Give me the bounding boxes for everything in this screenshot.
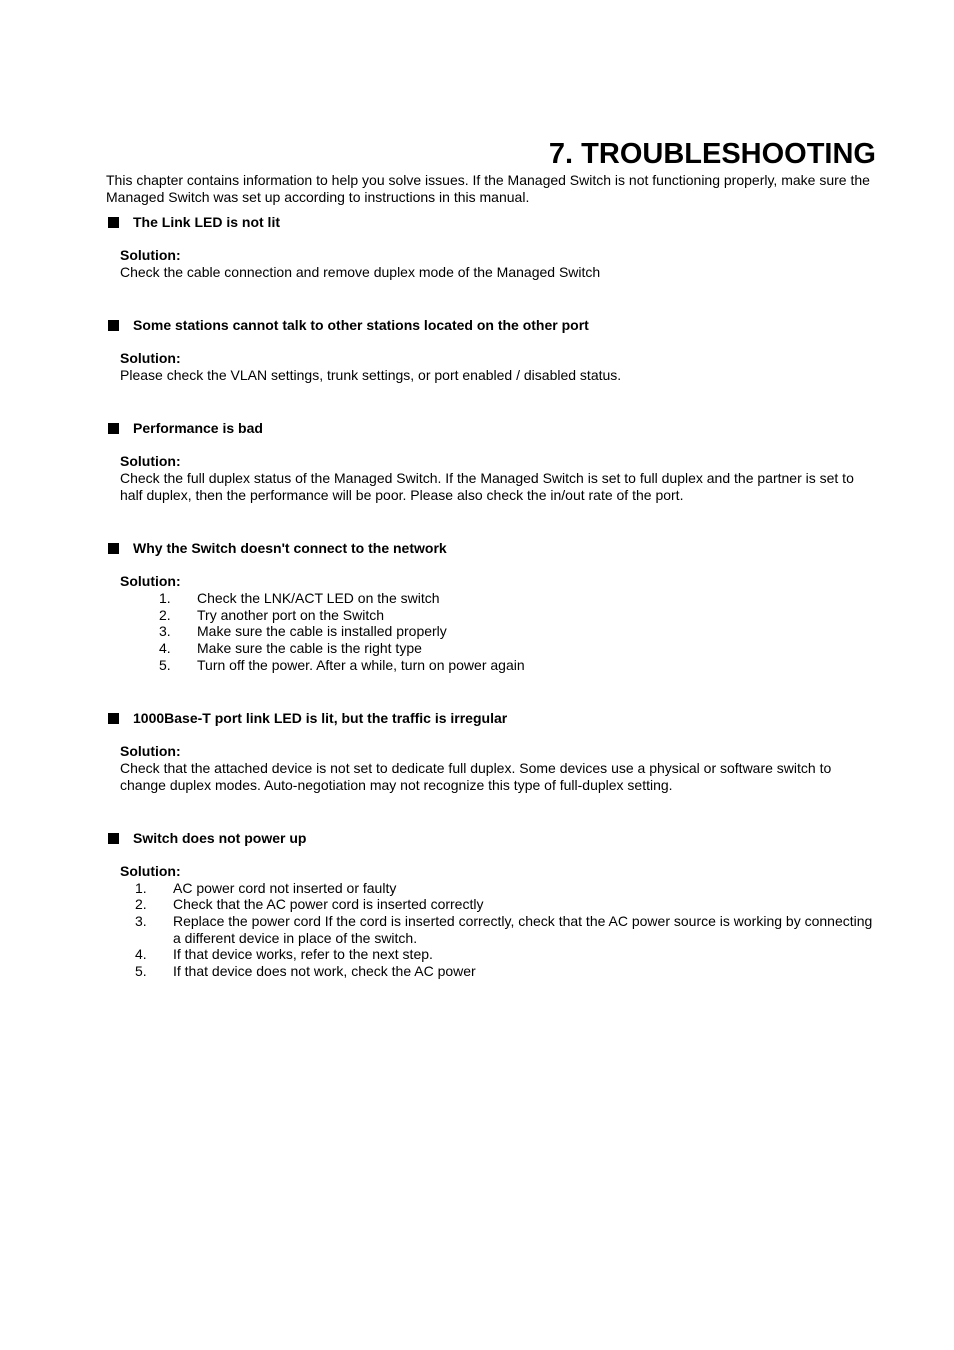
step-text: Check the LNK/ACT LED on the switch (197, 590, 440, 606)
step-number: 5. (159, 656, 171, 673)
solution-text: Please check the VLAN settings, trunk settings, or port enabled / disabled status. (120, 367, 622, 383)
step-text: Make sure the cable is the right type (197, 640, 422, 657)
square-bullet-icon (108, 543, 119, 554)
square-bullet-icon (108, 320, 119, 331)
issue-heading (106, 540, 876, 557)
step-number: 1. (159, 590, 171, 606)
step-number: 4. (135, 946, 147, 963)
list-item (106, 880, 876, 897)
step-number: 2. (159, 606, 171, 623)
square-bullet-icon (108, 217, 119, 228)
issue-heading (106, 830, 876, 847)
step-text: Replace the power cord If the cord is inserted correctly, check that the AC power source is working by connecting a different device in place of the switch. (173, 912, 873, 946)
issue-heading (106, 420, 876, 437)
list-item (106, 607, 876, 624)
list-item (106, 590, 876, 607)
step-number: 4. (159, 640, 171, 657)
square-bullet-icon (108, 423, 119, 434)
step-text: Make sure the cable is installed properly (197, 623, 447, 640)
solution-label: Solution: (120, 862, 181, 879)
issue-title: Some stations cannot talk to other stations located on the other port (133, 317, 589, 333)
issue-title: The Link LED is not lit (133, 214, 280, 230)
solution-label: Solution: (120, 573, 181, 589)
step-number: 3. (135, 912, 147, 929)
issue-heading (106, 710, 876, 727)
issue-title: Performance is bad (133, 420, 263, 436)
solution-label: Solution: (120, 247, 181, 263)
chapter-title: 7. TROUBLESHOOTING (548, 138, 876, 170)
solution-text: Check that the attached device is not set to dedicate full duplex. Some devices use a physical or software switch to change duplex modes. Auto-negotiation may not recognize this type of full-duplex setting. (120, 759, 832, 793)
step-number: 5. (135, 963, 147, 980)
issue-title: 1000Base-T port link LED is lit, but the traffic is irregular (133, 709, 508, 726)
list-item (106, 963, 876, 980)
solution-label: Solution: (120, 742, 181, 759)
step-text: AC power cord not inserted or faulty (173, 879, 397, 896)
issue-title: Why the Switch doesn't connect to the network (133, 540, 447, 556)
solution-label: Solution: (120, 453, 181, 469)
step-text: If that device works, refer to the next step. (173, 946, 433, 963)
list-item (106, 657, 876, 674)
list-item (106, 623, 876, 640)
step-text: Turn off the power. After a while, turn on power again (197, 656, 525, 673)
square-bullet-icon (108, 833, 119, 844)
list-item (106, 896, 876, 913)
chapter-intro: This chapter contains information to help you solve issues. If the Managed Switch is not functioning properly, make sure the Managed Switch was set up according to instructions in this manual. (106, 172, 870, 205)
issue-heading (106, 317, 876, 334)
step-number: 3. (159, 623, 171, 640)
issue-heading (106, 214, 876, 231)
issue-title: Switch does not power up (133, 829, 307, 846)
step-text: If that device does not work, check the AC power (173, 963, 476, 980)
solution-text: Check the full duplex status of the Managed Switch. If the Managed Switch is set to full duplex and the partner is set to half duplex, then the performance will be poor. Please also check the in/out rate of the port. (120, 470, 854, 503)
list-item (106, 640, 876, 657)
step-text: Try another port on the Switch (197, 606, 385, 623)
solution-text: Check the cable connection and remove duplex mode of the Managed Switch (120, 264, 601, 280)
solution-label: Solution: (120, 350, 181, 366)
square-bullet-icon (108, 713, 119, 724)
list-item (106, 913, 876, 946)
step-number: 2. (135, 896, 147, 913)
list-item (106, 946, 876, 963)
step-number: 1. (135, 879, 147, 896)
document-page (106, 138, 876, 980)
solution-steps (106, 880, 876, 980)
solution-steps (106, 590, 876, 674)
step-text: Check that the AC power cord is inserted correctly (173, 896, 484, 913)
